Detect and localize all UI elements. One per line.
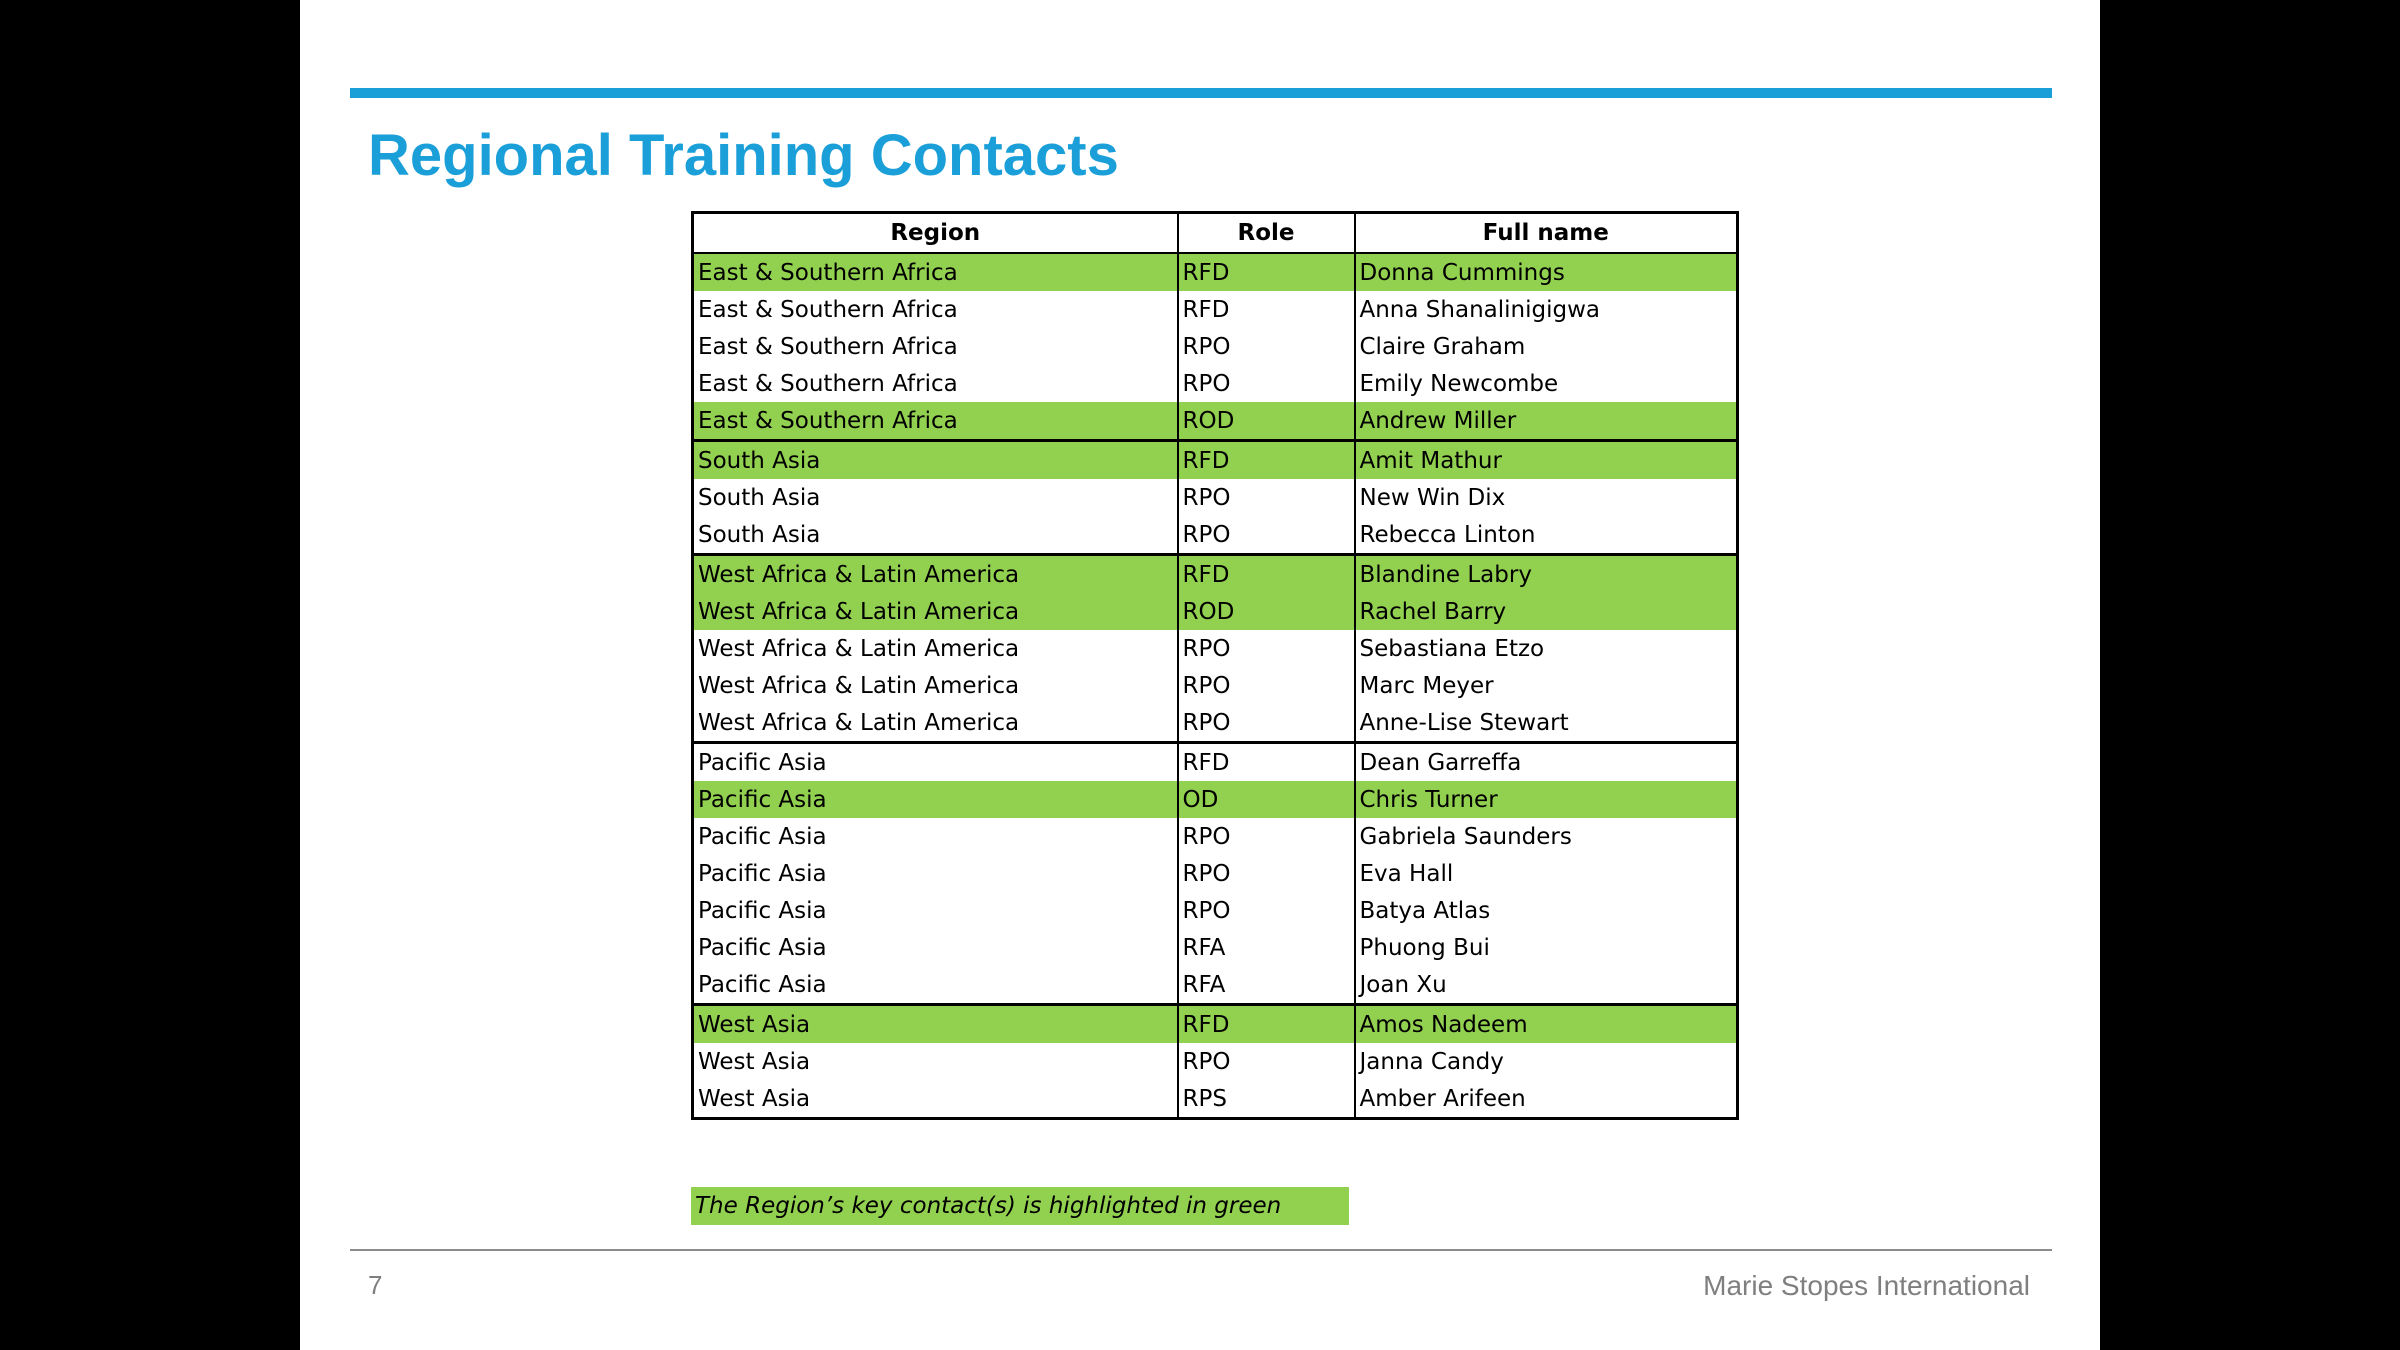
table-row [693,365,1738,402]
full-name-cell: Eva Hall [1355,855,1738,892]
region-cell: West Africa & Latin America [693,593,1178,630]
role-cell: RFD [1178,291,1355,328]
role-cell: ROD [1178,593,1355,630]
table-row [693,1043,1738,1080]
region-cell: West Asia [693,1043,1178,1080]
full-name-cell: New Win Dix [1355,479,1738,516]
full-name-cell: Andrew Miller [1355,402,1738,441]
role-cell: RPO [1178,667,1355,704]
full-name-cell: Marc Meyer [1355,667,1738,704]
table-row [693,479,1738,516]
region-cell: West Africa & Latin America [693,704,1178,743]
region-cell: East & Southern Africa [693,365,1178,402]
role-cell: RPO [1178,704,1355,743]
table-row [693,593,1738,630]
table-row [693,253,1738,291]
full-name-cell: Batya Atlas [1355,892,1738,929]
table-row [693,704,1738,743]
header-role: Role [1178,213,1355,254]
role-cell: RPO [1178,328,1355,365]
header-region: Region [693,213,1178,254]
table-row [693,818,1738,855]
region-cell: West Asia [693,1005,1178,1044]
role-cell: RPS [1178,1080,1355,1119]
full-name-cell: Rebecca Linton [1355,516,1738,555]
slide [300,0,2100,1350]
full-name-cell: Claire Graham [1355,328,1738,365]
page-number: 7 [368,1270,383,1300]
role-cell: RPO [1178,479,1355,516]
full-name-cell: Gabriela Saunders [1355,818,1738,855]
header-full-name: Full name [1355,213,1738,254]
table-row [693,667,1738,704]
full-name-cell: Amos Nadeem [1355,1005,1738,1044]
full-name-cell: Amber Arifeen [1355,1080,1738,1119]
region-cell: Pacific Asia [693,966,1178,1005]
full-name-cell: Blandine Labry [1355,555,1738,594]
full-name-cell: Phuong Bui [1355,929,1738,966]
full-name-cell: Rachel Barry [1355,593,1738,630]
region-cell: East & Southern Africa [693,402,1178,441]
role-cell: RPO [1178,892,1355,929]
role-cell: RPO [1178,365,1355,402]
role-cell: OD [1178,781,1355,818]
full-name-cell: Janna Candy [1355,1043,1738,1080]
region-cell: South Asia [693,479,1178,516]
role-cell: RFD [1178,1005,1355,1044]
role-cell: RFD [1178,743,1355,782]
table-body [693,253,1738,1119]
region-cell: West Africa & Latin America [693,555,1178,594]
table-row [693,892,1738,929]
role-cell: ROD [1178,402,1355,441]
region-cell: Pacific Asia [693,818,1178,855]
full-name-cell: Chris Turner [1355,781,1738,818]
table-row [693,630,1738,667]
region-cell: Pacific Asia [693,892,1178,929]
region-cell: South Asia [693,441,1178,480]
title-rule [350,88,2052,98]
full-name-cell: Joan Xu [1355,966,1738,1005]
region-cell: East & Southern Africa [693,291,1178,328]
table-row [693,555,1738,594]
region-cell: West Africa & Latin America [693,667,1178,704]
footer-rule [350,1249,2052,1251]
role-cell: RPO [1178,1043,1355,1080]
region-cell: Pacific Asia [693,781,1178,818]
slide-title: Regional Training Contacts [368,123,1119,188]
full-name-cell: Dean Garreffa [1355,743,1738,782]
table-header-row [693,213,1738,254]
region-cell: Pacific Asia [693,929,1178,966]
table-row [693,966,1738,1005]
region-cell: East & Southern Africa [693,253,1178,291]
role-cell: RPO [1178,818,1355,855]
region-cell: Pacific Asia [693,743,1178,782]
full-name-cell: Emily Newcombe [1355,365,1738,402]
table-row [693,781,1738,818]
role-cell: RPO [1178,630,1355,667]
table-row [693,328,1738,365]
table-row [693,1005,1738,1044]
region-cell: South Asia [693,516,1178,555]
highlight-legend: The Region’s key contact(s) is highlighted in green [691,1187,1349,1225]
footer-organization: Marie Stopes International [1703,1270,2030,1301]
table-row [693,929,1738,966]
role-cell: RPO [1178,855,1355,892]
full-name-cell: Anna Shanalinigigwa [1355,291,1738,328]
role-cell: RFD [1178,441,1355,480]
table-row [693,402,1738,441]
table-row [693,291,1738,328]
region-cell: East & Southern Africa [693,328,1178,365]
table-row [693,1080,1738,1119]
region-cell: West Asia [693,1080,1178,1119]
table-row [693,743,1738,782]
table-row [693,855,1738,892]
role-cell: RFD [1178,555,1355,594]
table-row [693,441,1738,480]
region-cell: West Africa & Latin America [693,630,1178,667]
role-cell: RPO [1178,516,1355,555]
full-name-cell: Sebastiana Etzo [1355,630,1738,667]
region-cell: Pacific Asia [693,855,1178,892]
role-cell: RFA [1178,966,1355,1005]
full-name-cell: Donna Cummings [1355,253,1738,291]
full-name-cell: Amit Mathur [1355,441,1738,480]
full-name-cell: Anne-Lise Stewart [1355,704,1738,743]
role-cell: RFA [1178,929,1355,966]
table-row [693,516,1738,555]
contacts-table [691,211,1739,1120]
role-cell: RFD [1178,253,1355,291]
